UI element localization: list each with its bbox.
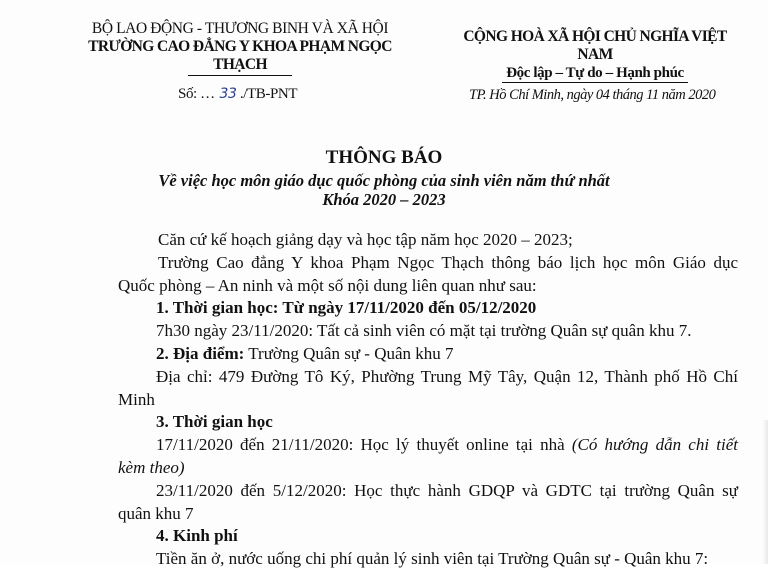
section-3-item-1-text: 17/11/2020 đến 21/11/2020: Học lý thuyết online tại nhà — [156, 435, 572, 455]
section-3-item-1-line-1 — [118, 434, 738, 457]
school-underline — [188, 75, 292, 76]
document-course: Khóa 2020 – 2023 — [322, 190, 446, 209]
section-2-place: Trường Quân sự - Quân khu 7 — [244, 343, 454, 363]
section-3-item-2-line-1: 23/11/2020 đến 5/12/2020: Học thực hành GDQP và GDTC tại trường Quân sự — [156, 480, 738, 500]
doc-number-suffix: ./TB-PNT — [239, 86, 298, 102]
nation-name: CỘNG HOÀ XÃ HỘI CHỦ NGHĨA VIỆT NAM — [463, 28, 727, 63]
page-edge-shadow — [762, 420, 768, 564]
section-4-heading: 4. Kinh phí — [156, 526, 238, 546]
national-header — [450, 28, 740, 83]
document-body — [118, 229, 738, 571]
section-2-heading: 2. Địa điểm: — [156, 343, 245, 363]
doc-number-handwritten: 33 — [219, 86, 237, 102]
section-3-item-1-note-line-2: kèm theo) — [118, 457, 185, 477]
document-type-title: THÔNG BÁO — [325, 147, 443, 168]
section-2-address-line-1: Địa chỉ: 479 Đường Tô Ký, Phường Trung Mỹ Tây, Quận 12, Thành phố Hồ Chí — [156, 366, 738, 386]
document-subject: Về việc học môn giáo dục quốc phòng của sinh viên năm thứ nhất — [158, 171, 610, 190]
intro-paragraph-line-2: Quốc phòng – An ninh và một số nội dung liên quan như sau: — [118, 275, 537, 295]
place-and-date: TP. Hồ Chí Minh, ngày 04 tháng 11 năm 2020 — [469, 87, 716, 103]
section-3-item-2-line-2: quân khu 7 — [118, 503, 194, 523]
section-1-text: 7h30 ngày 23/11/2020: Tất cả sinh viên có mặt tại trường Quân sự quân khu 7. — [156, 321, 692, 341]
doc-number-prefix: Số: — [178, 86, 197, 102]
section-2-address-line-2: Minh — [118, 389, 155, 409]
intro-paragraph-line-1: Trường Cao đẳng Y khoa Phạm Ngọc Thạch thông báo lịch học môn Giáo dục — [158, 252, 738, 272]
document-number — [178, 86, 297, 103]
issuer-block — [60, 20, 420, 76]
doc-number-dots: … — [200, 86, 217, 102]
section-4-text: Tiền ăn ở, nước uống chi phí quản lý sinh viên tại Trường Quân sự - Quân khu 7: — [156, 549, 709, 569]
school-name: TRƯỜNG CAO ĐẲNG Y KHOA PHẠM NGỌC THẠCH — [88, 38, 392, 73]
national-motto: Độc lập – Tự do – Hạnh phúc — [506, 65, 684, 81]
ministry-name: BỘ LAO ĐỘNG - THƯƠNG BINH VÀ XÃ HỘI — [91, 20, 389, 37]
section-2-line — [118, 343, 738, 366]
section-1-heading: 1. Thời gian học: Từ ngày 17/11/2020 đến 05/12/2020 — [156, 298, 537, 318]
basis-paragraph: Căn cứ kế hoạch giảng dạy và học tập năm học 2020 – 2023; — [158, 230, 573, 249]
motto-underline — [502, 82, 688, 83]
section-3-heading: 3. Thời gian học — [156, 412, 273, 432]
section-3-item-1-note: (Có hướng dẫn chi tiết — [571, 435, 739, 455]
